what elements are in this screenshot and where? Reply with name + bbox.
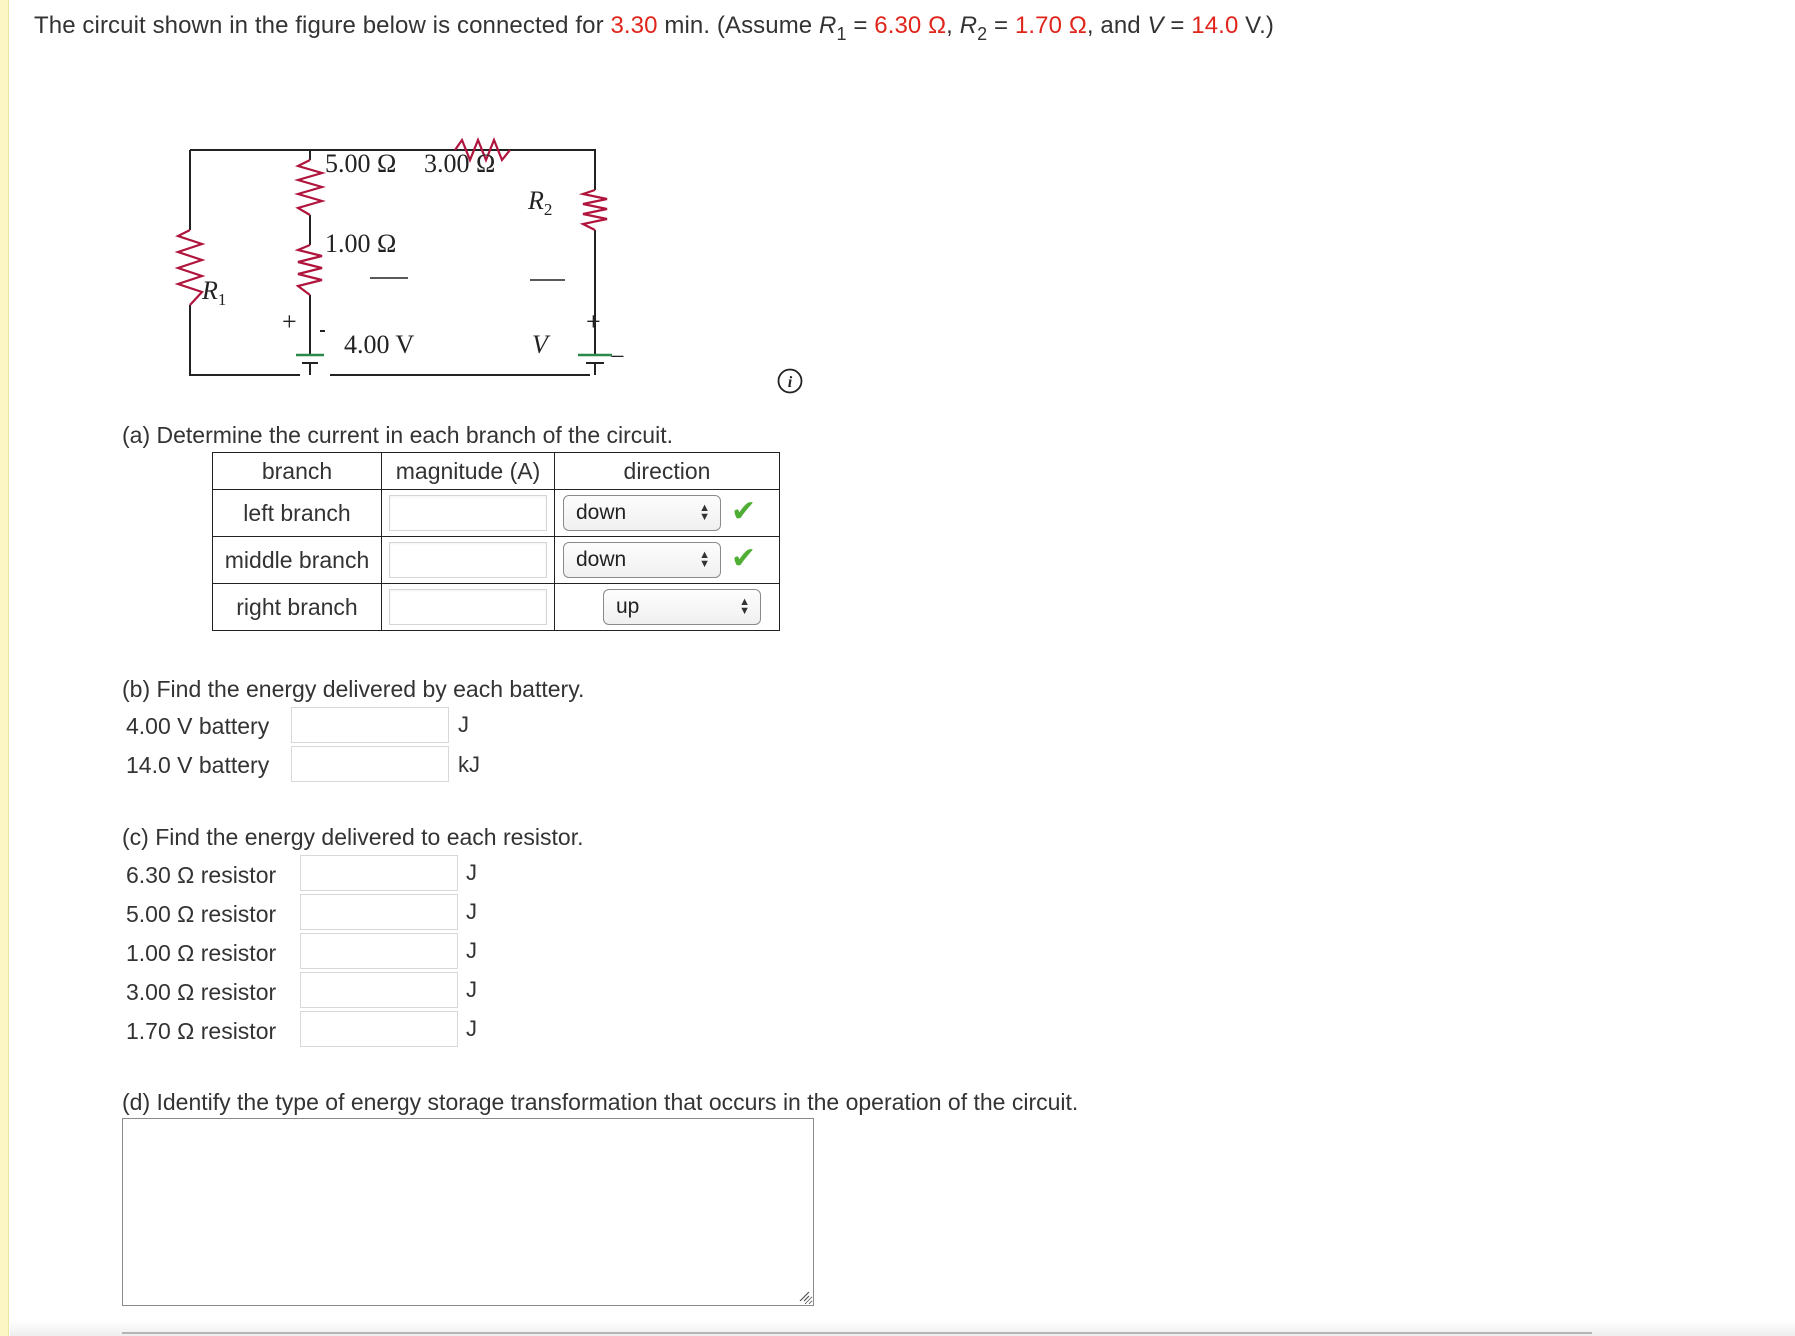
resistor-1-70-energy-input[interactable] (300, 1011, 458, 1047)
part-d-question: (d) Identify the type of energy storage transformation that occurs in the operation of the circuit. (122, 1089, 1079, 1115)
r1-subscript: 1 (836, 24, 847, 44)
resistor-1ohm (298, 245, 322, 295)
svg-text:i: i (787, 374, 793, 391)
unit-joules: J (458, 712, 469, 737)
resistor-6-30-energy-input[interactable] (300, 855, 458, 891)
part-a-table (212, 452, 780, 631)
branch-middle-label: middle branch (213, 537, 382, 584)
table-row (213, 490, 780, 537)
label-5ohm: 5.00 Ω (325, 149, 397, 178)
resistor-r2 (583, 190, 607, 230)
part-c-question: (c) Find the energy delivered to each resistor. (122, 824, 584, 850)
label-4v: 4.00 V (344, 330, 415, 359)
equals-sign: = (846, 12, 875, 39)
r1-symbol: R (819, 12, 837, 39)
resistor-5-00-energy-input[interactable] (300, 894, 458, 930)
separator: , and (1086, 12, 1148, 39)
bottom-divider (122, 1332, 1592, 1334)
given-voltage: 14.0 (1191, 12, 1239, 39)
label-r1: $R_1$ (202, 276, 227, 309)
select-arrows-icon: ▲ ▼ (739, 596, 750, 617)
branch-right-label: right branch (213, 584, 382, 631)
right-branch-magnitude-input[interactable] (389, 589, 547, 625)
part-d-answer-textarea[interactable] (122, 1118, 814, 1306)
resistor-1-00-energy-input[interactable] (300, 933, 458, 969)
plus-sign-v: + (586, 307, 601, 336)
given-time: 3.30 (610, 12, 658, 39)
selected-value: down (576, 501, 627, 524)
equals-sign: = (987, 12, 1015, 39)
table-row (213, 537, 780, 584)
resistor-3-00-energy-input[interactable] (300, 972, 458, 1008)
v-symbol: V (1147, 12, 1164, 39)
info-icon[interactable] (777, 368, 803, 394)
header-magnitude: magnitude (A) (382, 453, 555, 490)
battery-14v-label: 14.0 V battery (126, 752, 270, 778)
resistor-3-00-label: 3.00 Ω resistor (126, 979, 277, 1005)
label-v: V (532, 330, 548, 359)
resistor-5-00-label: 5.00 Ω resistor (126, 901, 277, 927)
select-arrows-icon: ▲ ▼ (699, 549, 710, 570)
problem-end: V.) (1238, 12, 1274, 39)
branch-left-label: left branch (213, 490, 382, 537)
resistor-6-30-label: 6.30 Ω resistor (126, 862, 277, 888)
resistor-1-00-label: 1.00 Ω resistor (126, 940, 277, 966)
unit-joules: J (466, 1016, 477, 1041)
unit-joules: J (466, 899, 477, 924)
separator: , (946, 12, 960, 39)
part-b-question: (b) Find the energy delivered by each battery. (122, 676, 585, 702)
label-r2: $R_2$ (528, 186, 553, 219)
resistor-5ohm (298, 160, 322, 215)
label-1ohm: 1.00 Ω (325, 229, 397, 258)
resistor-1-70-label: 1.70 Ω resistor (126, 1018, 277, 1044)
given-r2: 1.70 Ω (1014, 12, 1087, 39)
battery-14v-energy-input[interactable] (291, 746, 449, 782)
battery-4v-energy-input[interactable] (291, 707, 449, 743)
selected-value: down (576, 548, 627, 571)
left-branch-direction-select[interactable] (563, 495, 721, 531)
minus-sign-v: − (610, 342, 625, 371)
r2-subscript: 2 (977, 24, 988, 44)
resistor-r1 (178, 230, 202, 305)
equals-sign: = (1163, 12, 1192, 39)
select-arrows-icon: ▲ ▼ (699, 502, 710, 523)
unit-joules: J (466, 938, 477, 963)
header-direction: direction (555, 453, 780, 490)
table-row (213, 584, 780, 631)
left-branch-magnitude-input[interactable] (389, 495, 547, 531)
resize-handle-icon[interactable] (798, 1290, 810, 1302)
circuit-figure (170, 130, 650, 390)
unit-joules: J (466, 860, 477, 885)
label-3ohm: 3.00 Ω (424, 149, 496, 178)
right-branch-direction-select[interactable] (603, 589, 761, 625)
table-header-row (213, 453, 780, 490)
problem-statement (34, 12, 1274, 44)
r2-symbol: R (959, 12, 978, 39)
plus-sign-4v: + (282, 307, 297, 336)
part-a-question: (a) Determine the current in each branch of the circuit. (122, 422, 673, 448)
checkmark-icon: ✔ (731, 495, 757, 528)
unit-kilojoules: kJ (458, 752, 480, 777)
left-margin-rule (0, 0, 9, 1336)
problem-intro: The circuit shown in the figure below is connected for (34, 12, 611, 39)
given-r1: 6.30 Ω (874, 12, 947, 39)
middle-branch-direction-select[interactable] (563, 542, 721, 578)
problem-text: min. (Assume (657, 12, 820, 39)
middle-branch-magnitude-input[interactable] (389, 542, 547, 578)
unit-joules: J (466, 977, 477, 1002)
header-branch: branch (213, 453, 382, 490)
checkmark-icon: ✔ (731, 542, 757, 575)
battery-4v-label: 4.00 V battery (126, 713, 270, 739)
selected-value: up (616, 595, 640, 618)
